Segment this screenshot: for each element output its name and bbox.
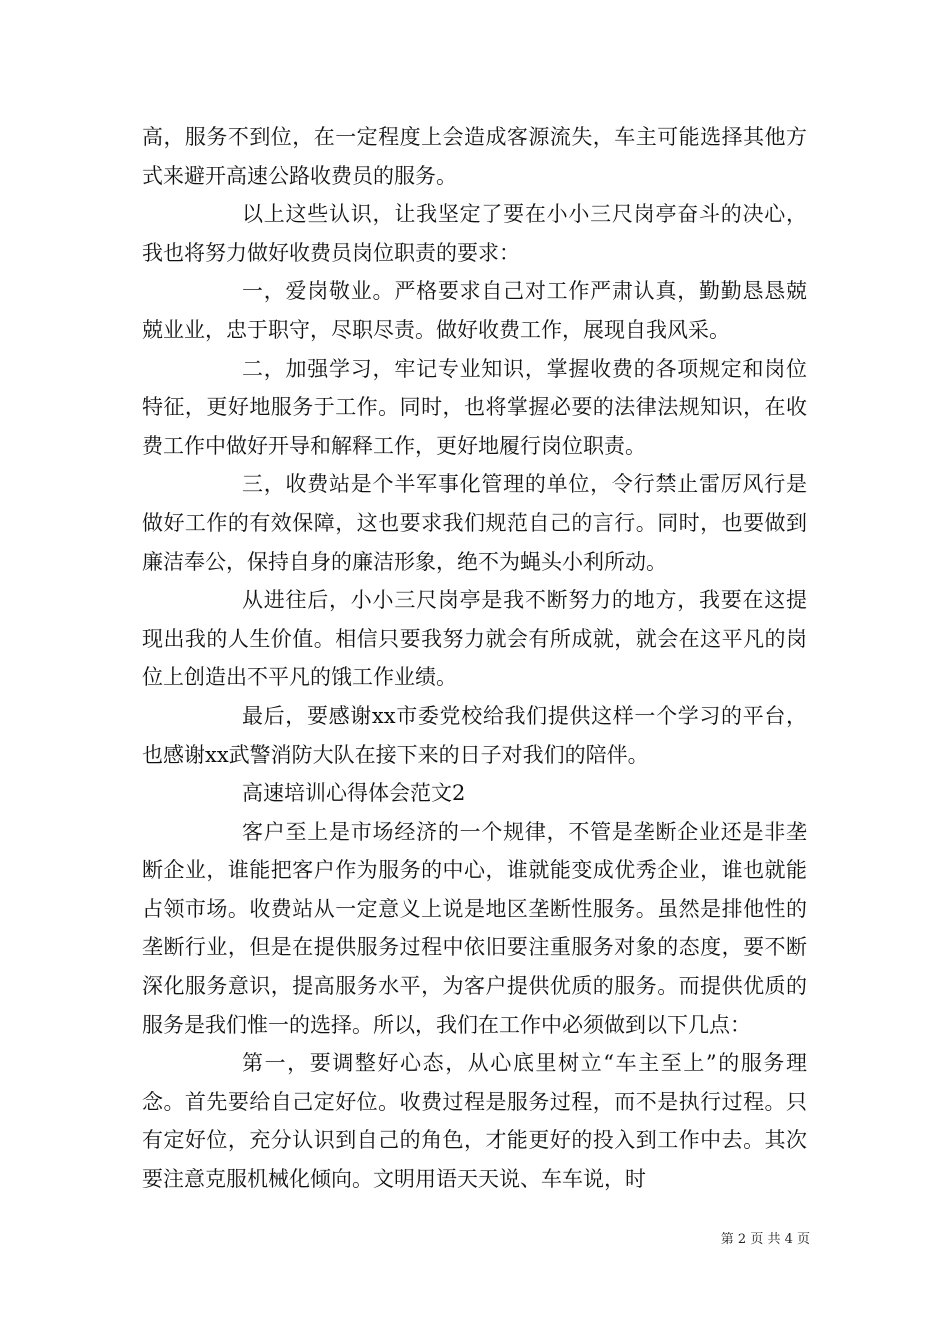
paragraph-9: 第一，要调整好心态，从心底里树立“车主至上”的服务理念。首先要给自己定好位。收费过程是服务过程，而不是执行过程。只有定好位，充分认识到自己的角色，才能更好的投入到工作中去。其次要注意克服机械化倾向。文明用语天天说、车车说，时 — [142, 1051, 807, 1192]
paragraph-3: 一，爱岗敬业。严格要求自己对工作严肃认真，勤勤恳恳兢兢业业，忠于职守，尽职尽责。做好收费工作，展现自我风采。 — [142, 279, 807, 342]
paragraph-5: 三，收费站是个半军事化管理的单位，令行禁止雷厉风行是做好工作的有效保障，这也要求我们规范自己的言行。同时，也要做到廉洁奉公，保持自身的廉洁形象，绝不为蝇头小利所动。 — [142, 472, 807, 574]
body-text — [142, 118, 807, 1199]
paragraph-2: 以上这些认识，让我坚定了要在小小三尺岗亭奋斗的决心，我也将努力做好收费员岗位职责的要求： — [142, 202, 807, 265]
section-heading: 高速培训心得体会范文2 — [242, 781, 466, 806]
paragraph-8: 客户至上是市场经济的一个规律，不管是垄断企业还是非垄断企业，谁能把客户作为服务的中心，谁就能变成优秀企业，谁也就能占领市场。收费站从一定意义上说是地区垄断性服务。虽然是排他性的垄断行业，但是在提供服务过程中依旧要注重服务对象的态度，要不断深化服务意识，提高服务水平，为客户提供优质的服务。而提供优质的服务是我们惟一的选择。所以，我们在工作中必须做到以下几点： — [142, 819, 807, 1037]
paragraph-6: 从进往后，小小三尺岗亭是我不断努力的地方，我要在这提现出我的人生价值。相信只要我努力就会有所成就，就会在这平凡的岗位上创造出不平凡的饿工作业绩。 — [142, 588, 807, 690]
page-number-footer: 第 2 页 共 4 页 — [720, 1232, 810, 1247]
paragraph-1: 高，服务不到位，在一定程度上会造成客源流失，车主可能选择其他方式来避开高速公路收费员的服务。 — [142, 125, 807, 188]
paragraph-7: 最后，要感谢xx市委党校给我们提供这样一个学习的平台，也感谢xx武警消防大队在接下来的日子对我们的陪伴。 — [142, 703, 807, 767]
paragraph-4: 二，加强学习，牢记专业知识，掌握收费的各项规定和岗位特征，更好地服务于工作。同时，也将掌握必要的法律法规知识，在收费工作中做好开导和解释工作，更好地履行岗位职责。 — [142, 356, 807, 458]
